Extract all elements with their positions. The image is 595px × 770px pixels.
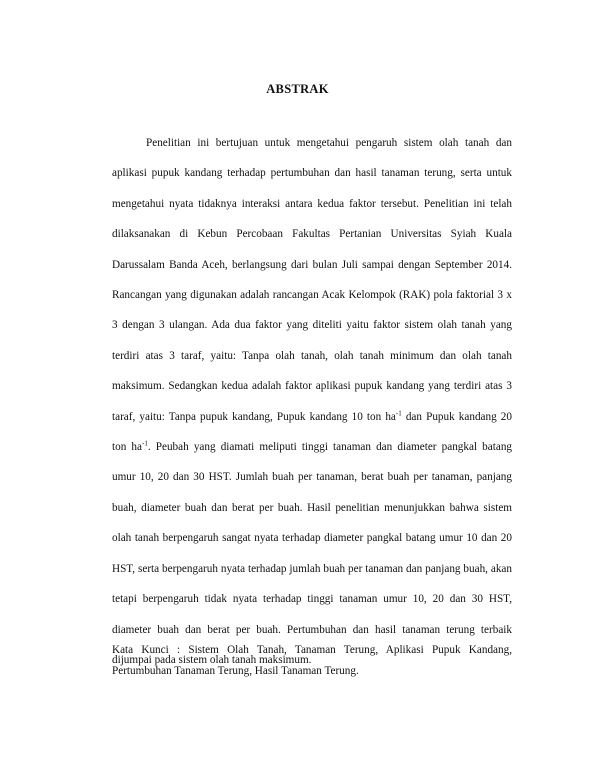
keywords-paragraph: Kata Kunci : Sistem Olah Tanah, Tanaman Terung, Aplikasi Pupuk Kandang, Pertumbuhan Tanaman Terung, Hasil Tanaman Terung. <box>112 644 512 677</box>
abstract-body <box>112 128 512 675</box>
abstract-text-part-3: . Peubah yang diamati meliputi tinggi tanaman dan diameter pangkal batang umur 10, 20 dan 30 HST. Jumlah buah per tanaman, berat buah per tanaman, panjang buah, diameter buah dan berat per buah. Hasil penelitian menunjukkan bahwa sistem olah tanah berpengaruh sangat nyata terhadap diameter pangkal batang umur 10 dan 20 HST, serta berpengaruh nyata terhadap jumlah buah per tanaman dan panjang buah, akan tetapi berpengaruh tidak nyata terhadap tinggi tanaman umur 10, 20 dan 30 HST, diameter buah dan berat per buah. Pertumbuhan dan hasil tanaman terung terbaik dijumpai pada sistem olah tanah maksimum. <box>112 441 513 666</box>
abstract-text-part-2: dan Pupuk kandang 20 ton ha <box>112 410 512 454</box>
abstract-text-part-1: Penelitian ini bertujuan untuk mengetahui pengaruh sistem olah tanah dan aplikasi pupuk kandang terhadap pertumbuhan dan hasil tanaman terung, serta untuk mengetahui nyata tidaknya interaksi antara kedua faktor tersebut. Penelitian ini telah dilaksanakan di Kebun Percobaan Fakultas Pertanian Universitas Syiah Kuala Darussalam Banda Aceh, berlangsung dari bulan Juli sampai dengan September 2014. Rancangan yang digunakan adalah rancangan Acak Kelompok (RAK) pola faktorial 3 x 3 dengan 3 ulangan. Ada dua faktor yang diteliti yaitu faktor sistem olah tanah yang terdiri atas 3 taraf, yaitu: Tanpa olah tanah, olah tanah minimum dan olah tanah maksimum. Sedangkan kedua adalah faktor aplikasi pupuk kandang yang terdiri atas 3 taraf, yaitu: Tanpa pupuk kandang, Pupuk kandang 10 ton ha <box>112 137 512 423</box>
page-title: ABSTRAK <box>266 82 329 96</box>
superscript-unit-1: -1 <box>395 408 402 417</box>
superscript-unit-2: -1 <box>142 439 148 448</box>
abstract-paragraph <box>112 128 512 675</box>
